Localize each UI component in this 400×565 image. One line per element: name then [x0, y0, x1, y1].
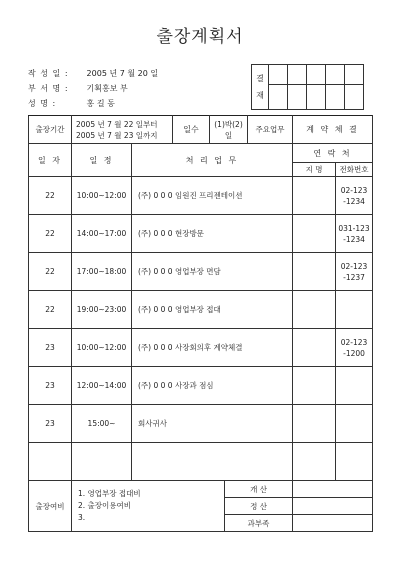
expenses-items [72, 481, 225, 532]
row-place [293, 405, 336, 443]
row-phone: 02-123 -1237 [336, 253, 373, 291]
document-title: 출장계획서 [156, 27, 244, 47]
header-task: 처 리 업 무 [132, 144, 293, 177]
row-phone [336, 367, 373, 405]
row-date: 23 [29, 329, 72, 367]
table-row [29, 443, 373, 481]
row-place [293, 291, 336, 329]
expense-item: 1. 영업부장 접대비 [78, 489, 141, 498]
expense-item: 3. [78, 513, 86, 522]
approval-cell [326, 65, 345, 85]
header-contact: 연 락 처 [293, 144, 373, 163]
approval-cell [269, 65, 288, 85]
row-phone: 031-123 -1234 [336, 215, 373, 253]
table-row [29, 329, 373, 367]
info-row-date [28, 68, 158, 79]
table-row [29, 405, 373, 443]
row-place [293, 329, 336, 367]
row-phone [336, 291, 373, 329]
table-row [29, 253, 373, 291]
row-date: 23 [29, 367, 72, 405]
row-time: 12:00~14:00 [72, 367, 132, 405]
row-place [293, 367, 336, 405]
header-time: 일 정 [72, 144, 132, 177]
info-row-name [28, 98, 115, 109]
table-row [29, 215, 373, 253]
header-phone: 전화번호 [336, 163, 373, 177]
approval-box [251, 64, 364, 110]
info-label: 부 서 명 : [28, 84, 69, 93]
header-date: 일 자 [29, 144, 72, 177]
info-label: 작 성 일 : [28, 69, 69, 78]
row-time [72, 443, 132, 481]
row-task: (주) 0 0 0 사장과 점심 [132, 367, 293, 405]
row-phone [336, 405, 373, 443]
approval-sign-cell [288, 85, 307, 110]
row-task: (주) 0 0 0 임원진 프리젠테이션 [132, 177, 293, 215]
info-label: 성 명 : [28, 99, 57, 108]
days-label: 일수 [173, 116, 210, 144]
settle-label-actual: 정 산 [225, 498, 293, 515]
row-time: 15:00~ [72, 405, 132, 443]
row-phone [336, 443, 373, 481]
row-task [132, 443, 293, 481]
row-time: 17:00~18:00 [72, 253, 132, 291]
row-date [29, 443, 72, 481]
approval-sign-cell [326, 85, 345, 110]
period-value: 2005 년 7 월 22 일부터 2005 년 7 월 23 일까지 [72, 116, 173, 144]
period-label: 출장기간 [29, 116, 72, 144]
row-date: 23 [29, 405, 72, 443]
row-task: (주) 0 0 0 현장방문 [132, 215, 293, 253]
row-task: (주) 0 0 0 사장회의후 계약체결 [132, 329, 293, 367]
row-place [293, 215, 336, 253]
row-task: (주) 0 0 0 영업부장 면담 [132, 253, 293, 291]
days-value: (1)박(2)일 [210, 116, 248, 144]
info-row-department [28, 83, 128, 94]
header-place: 지 명 [293, 163, 336, 177]
row-date: 22 [29, 253, 72, 291]
row-time: 19:00~23:00 [72, 291, 132, 329]
row-phone: 02-123 -1200 [336, 329, 373, 367]
settle-value-actual [293, 498, 373, 515]
table-row [29, 367, 373, 405]
table-row [29, 291, 373, 329]
row-phone: 02-123 -1234 [336, 177, 373, 215]
row-task: 회사귀사 [132, 405, 293, 443]
settle-label-diff: 과부족 [225, 515, 293, 532]
row-task: (주) 0 0 0 영업부장 접대 [132, 291, 293, 329]
settle-value-diff [293, 515, 373, 532]
task-label: 주요업무 [248, 116, 293, 144]
row-time: 10:00~12:00 [72, 329, 132, 367]
expenses-label: 출장여비 [29, 481, 72, 532]
settle-label-estimate: 개 산 [225, 481, 293, 498]
approval-cell [307, 65, 326, 85]
expense-item: 2. 출장이용여비 [78, 501, 132, 510]
task-value: 계 약 체 결 [293, 116, 373, 144]
approval-sign-cell [307, 85, 326, 110]
row-place [293, 253, 336, 291]
row-time: 10:00~12:00 [72, 177, 132, 215]
approval-sign-cell [269, 85, 288, 110]
approval-cell [345, 65, 364, 85]
table-row [29, 177, 373, 215]
approval-label: 결 재 [252, 65, 269, 110]
row-place [293, 177, 336, 215]
row-time: 14:00~17:00 [72, 215, 132, 253]
row-date: 22 [29, 291, 72, 329]
approval-cell [288, 65, 307, 85]
approval-sign-cell [345, 85, 364, 110]
settle-value-estimate [293, 481, 373, 498]
info-value: 기획홍보 부 [86, 84, 128, 93]
row-date: 22 [29, 215, 72, 253]
trip-plan-table [28, 115, 373, 532]
info-value: 홍 길 동 [86, 99, 115, 108]
row-place [293, 443, 336, 481]
row-date: 22 [29, 177, 72, 215]
info-value: 2005 년 7 월 20 일 [86, 69, 159, 78]
